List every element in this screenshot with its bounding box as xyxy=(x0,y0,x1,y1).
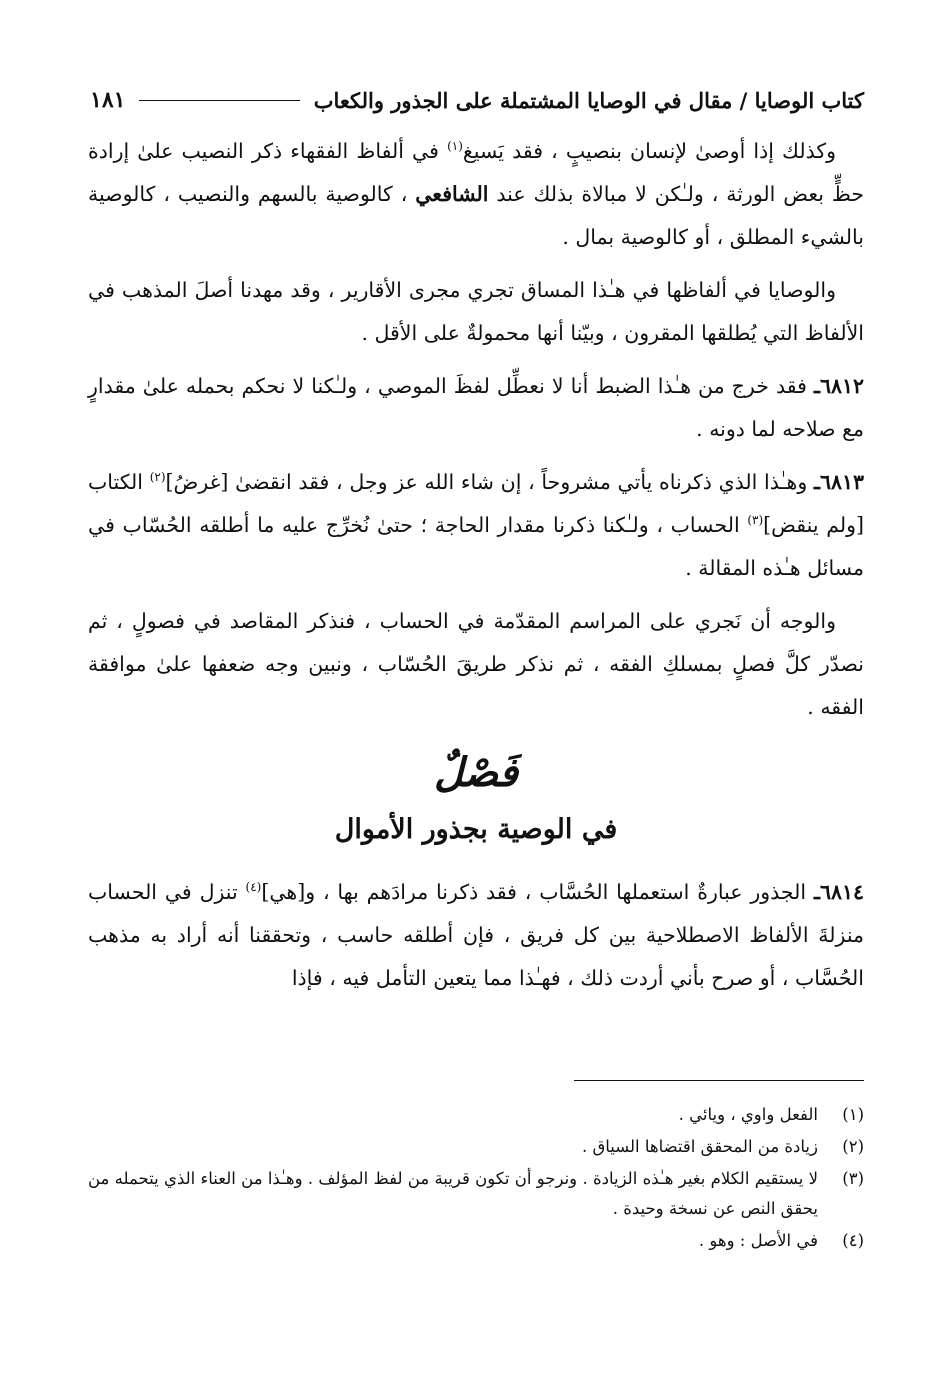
footnote-text: زيادة من المحقق اقتضاها السياق . xyxy=(581,1137,818,1156)
footnote-number: (٣) xyxy=(842,1169,864,1188)
footnote-ref-1: (١) xyxy=(447,139,463,154)
paragraph-6814: ٦٨١٤ـ الجذور عبارةٌ استعملها الحُسَّاب ، فقد ذكرنا مرادَهم بها ، و[هي]$^{(٤)}$ تنزل في الحساب منزلةَ الألفاظ الاصطلاحية بين كل فريق ، فإن أطلقه حاسب ، وتحققنا أنه أراد به مذهب الحُسَّاب ، أو صرح بأني أردت ذلك ، فهـٰذا مما يتعين التأمل فيه ، فإذا xyxy=(88,880,864,990)
paragraph-number: ٦٨١٣ـ xyxy=(813,470,865,494)
footnote-item xyxy=(88,1164,864,1224)
paragraph-5: والوجه أن نَجري على المراسم المقدّمة في الحساب ، فنذكر المقاصد في فصولٍ ، ثم نصدّر كلَّ فصلٍ بمسلكِ الفقه ، ثم نذكر طريقَ الحُسّاب ، ونبين وجه ضعفها علىٰ موافقة الفقه . xyxy=(88,609,864,719)
paragraph-1: وكذلك إذا أوصىٰ لإنسان بنصيبٍ ، فقد يَسيغ$^{(١)}$ في ألفاظ الفقهاء ذكر النصيب علىٰ إرادة حظٍّ بعض الورثة ، ولـٰكن لا مبالاة بذلك عند الشافعي ، كالوصية بالسهم والنصيب ، كالوصية بالشيء المطلق ، أو كالوصية بمال . xyxy=(88,139,864,249)
paragraph-6812: ٦٨١٢ـ فقد خرج من هـٰذا الضبط أنا لا نعطِّل لفظَ الموصي ، ولـٰكنا لا نحكم بحمله علىٰ مقدارٍ مع صلاحه لما دونه . xyxy=(88,374,864,441)
header-rule xyxy=(139,100,299,101)
footnote-number: (٢) xyxy=(842,1137,864,1156)
footnote-item xyxy=(88,1100,864,1130)
footnote-ref-3: (٣) xyxy=(747,513,764,528)
footnotes xyxy=(88,1100,864,1258)
body-text xyxy=(88,130,864,1010)
paragraph-number: ٦٨١٢ـ xyxy=(813,374,864,398)
page-number: ١٨١ xyxy=(90,87,126,113)
footnote-number: (١) xyxy=(842,1105,864,1124)
fasl-heading: فَصْلٌ xyxy=(433,749,519,796)
footnote-divider xyxy=(574,1080,864,1081)
running-header xyxy=(90,82,864,118)
footnote-text: في الأصل : وهو . xyxy=(698,1231,818,1250)
footnote-text: الفعل واوي ، ويائي . xyxy=(678,1105,818,1124)
paragraph-number: ٦٨١٤ـ xyxy=(813,880,864,904)
footnote-item xyxy=(88,1226,864,1256)
footnote-ref-2: (٢) xyxy=(149,470,166,485)
footnote-item xyxy=(88,1132,864,1162)
paragraph-2: والوصايا في ألفاظها في هـٰذا المساق تجري مجرى الأقارير ، وقد مهدنا أصلَ المذهب في الألفاظ التي يُطلقها المقرون ، وبيّنا أنها محمولةٌ على الأقل . xyxy=(88,278,864,345)
name-shafii: الشافعي xyxy=(415,182,489,206)
footnote-text: لا يستقيم الكلام بغير هـٰذه الزيادة . ونرجو أن تكون قريبة من لفظ المؤلف . وهـٰذا من العناء الذي يتحمله من يحقق النص عن نسخة وحيدة . xyxy=(88,1169,818,1218)
footnote-number: (٤) xyxy=(842,1231,864,1250)
header-title: كتاب الوصايا / مقال في الوصايا المشتملة على الجذور والكعاب xyxy=(313,87,864,113)
footnote-ref-4: (٤) xyxy=(245,880,262,895)
paragraph-6813: ٦٨١٣ـ وهـٰذا الذي ذكرناه يأتي مشروحاً ، إن شاء الله عز وجل ، فقد انقضىٰ [غرضُ]$^{(٢)}$ الكتاب [ولم ينقض]$^{(٣)}$ الحساب ، ولـٰكنا ذكرنا مقدار الحاجة ؛ حتىٰ نُخرِّج عليه ما أطلقه الحُسّاب في مسائل هـٰذه المقالة . xyxy=(88,470,865,580)
section-title: في الوصية بجذور الأموال xyxy=(334,814,618,845)
